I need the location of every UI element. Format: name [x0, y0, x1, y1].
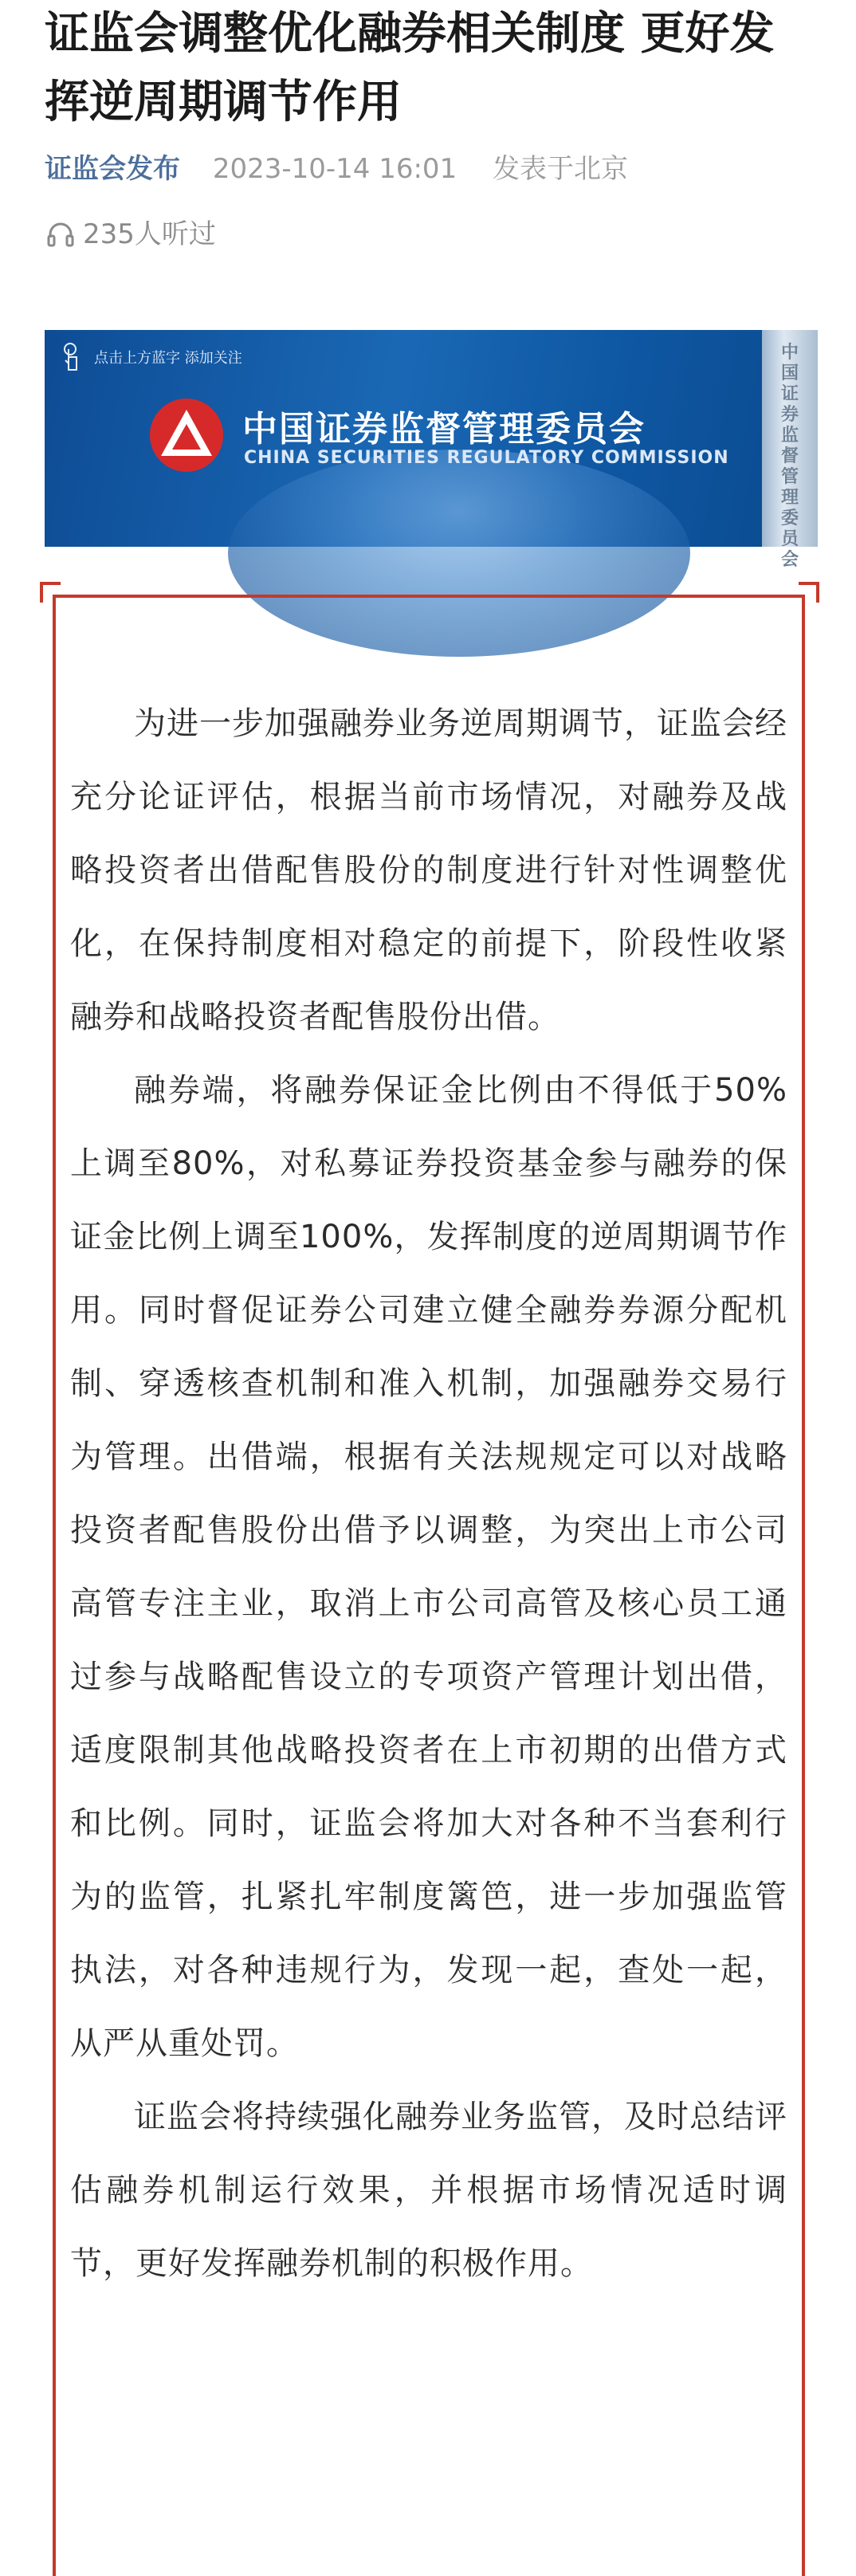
- header-banner[interactable]: [45, 330, 818, 570]
- article-body: [70, 687, 787, 2300]
- org-name-cn: 中国证券监督管理委员会: [242, 409, 646, 450]
- publish-location: 发表于北京: [493, 153, 629, 185]
- tap-finger-icon: [59, 341, 86, 373]
- follow-tip: [59, 341, 242, 373]
- article-meta: [45, 150, 628, 188]
- name-plaque: [762, 330, 818, 570]
- headphones-icon: [45, 218, 77, 250]
- account-name[interactable]: 证监会发布: [45, 153, 180, 185]
- listen-count-label: 235人听过: [83, 218, 216, 250]
- paragraph-3: 证监会将持续强化融券业务监管，及时总结评估融券机制运行效果，并根据市场情况适时调节，更好发挥融券机制的积极作用。: [70, 2099, 787, 2282]
- csrc-logo-icon: [147, 395, 226, 475]
- publish-time: 2023-10-14 16:01: [212, 153, 457, 185]
- org-name-en: CHINA SECURITIES REGULATORY COMMISSION: [244, 448, 729, 468]
- listen-count[interactable]: [45, 215, 216, 253]
- follow-tip-text: 点击上方蓝字 添加关注: [94, 350, 242, 367]
- article-title: 证监会调整优化融券相关制度 更好发挥逆周期调节作用: [45, 8, 775, 128]
- paragraph-2: 融券端，将融券保证金比例由不得低于50%上调至80%，对私募证券投资基金参与融券的保证金比例上调至100%，发挥制度的逆周期调节作用。同时督促证券公司建立健全融券券源分配机制、穿透核查机制和准入机制，加强融券交易行为管理。出借端，根据有关法规规定可以对战略投资者配售股份出借予以调整，为突出上市公司高管专注主业，取消上市公司高管及核心员工通过参与战略配售设立的专项资产管理计划出借，适度限制其他战略投资者在上市初期的出借方式和比例。同时，证监会将加大对各种不当套利行为的监管，扎紧扎牢制度篱笆，进一步加强监管执法，对各种违规行为，发现一起，查处一起，从严从重处罚。: [70, 1072, 787, 2062]
- paragraph-1: 为进一步加强融券业务逆周期调节，证监会经充分论证评估，根据当前市场情况，对融券及战略投资者出借配售股份的制度进行针对性调整优化，在保持制度相对稳定的前提下，阶段性收紧融券和战略投资者配售股份出借。: [70, 705, 787, 1035]
- plaque-text: 中国证券监督管理委员会: [780, 343, 799, 570]
